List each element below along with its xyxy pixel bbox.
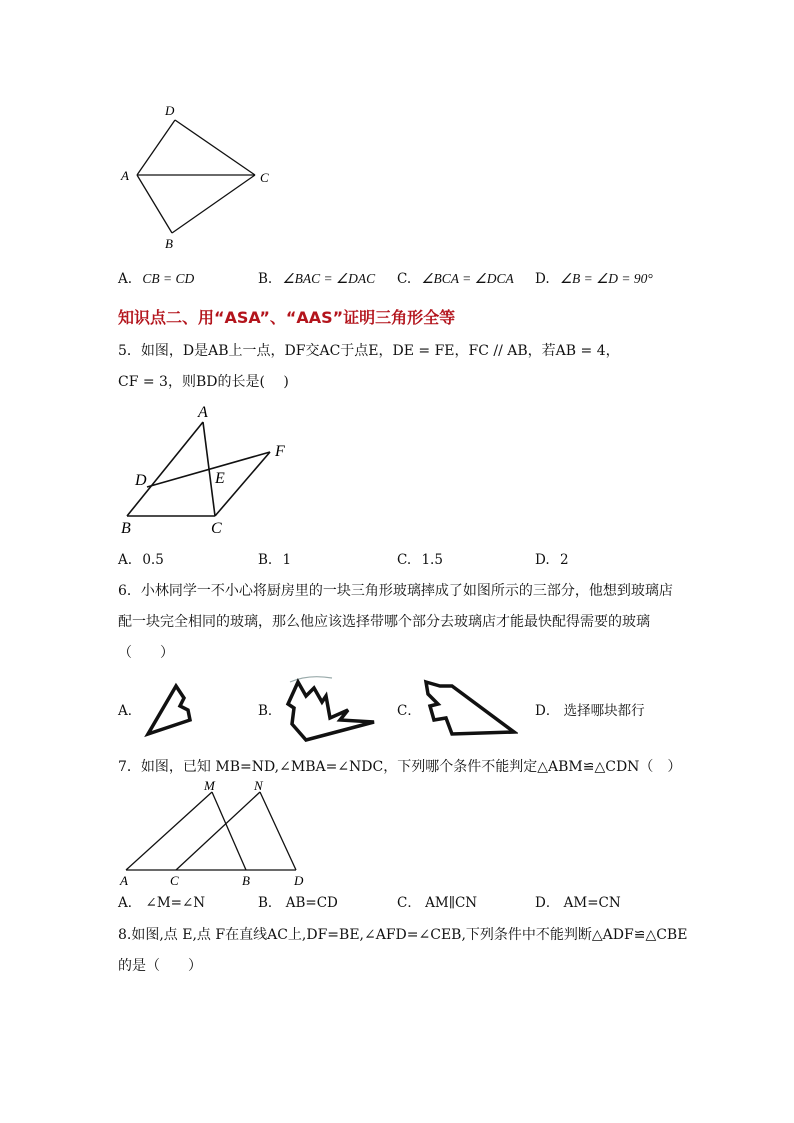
- q6-stem-line3: （ ）: [118, 645, 174, 661]
- q4-option-b-key: B.: [258, 271, 273, 287]
- q6-stem-line2: 配一块完全相同的玻璃，那么他应该选择带哪个部分去玻璃店才能最快配得需要的玻璃: [118, 614, 650, 630]
- q4-label-B: B: [165, 236, 173, 251]
- q5-option-b-text: 1: [282, 552, 292, 568]
- q5-stem-line2: CF = 3，则BD的长是( ): [118, 374, 289, 390]
- q4-option-b-text: ∠BAC = ∠DAC: [282, 271, 376, 286]
- q7-option-a-key: A．: [118, 895, 142, 911]
- q8-stem-line2: 的是（ ）: [118, 958, 202, 974]
- q5-option-c-text: 1.5: [421, 552, 443, 568]
- q5-option-b: [258, 551, 291, 569]
- q4-option-d-text: ∠B = ∠D = 90°: [559, 271, 653, 286]
- q7-figure: [112, 778, 312, 888]
- q5-figure: [115, 400, 300, 540]
- q5-option-b-key: B.: [258, 552, 273, 568]
- q4-option-a: [118, 270, 194, 288]
- q5-option-c-key: C.: [397, 552, 412, 568]
- q5-label-C: C: [211, 520, 222, 537]
- q7-label-A: A: [120, 873, 128, 888]
- q5-option-c: [397, 551, 443, 569]
- q4-option-a-key: A.: [118, 271, 133, 287]
- q7-label-N: N: [254, 778, 263, 793]
- q7-option-c-text: AM∥CN: [425, 895, 478, 911]
- q6-piece-b: [278, 668, 378, 748]
- q7-label-M: M: [204, 778, 215, 793]
- q4-option-d: [535, 270, 653, 288]
- q7-option-b: [258, 894, 338, 912]
- q6-piece-a: [140, 680, 200, 740]
- q7-option-d-key: D．: [535, 895, 560, 911]
- q6-option-d-key: D．: [535, 703, 560, 719]
- q7-option-c-key: C．: [397, 895, 421, 911]
- q4-option-b: [258, 270, 375, 288]
- q6-option-d: [535, 702, 645, 720]
- q6-option-a-key: A．: [118, 703, 142, 719]
- q5-stem-line1: 5．如图，D是AB上一点，DF交AC于点E，DE = FE，FC // AB，若AB = 4，: [118, 343, 620, 359]
- section-heading: 知识点二、用“ASA”、“AAS”证明三角形全等: [118, 308, 456, 327]
- q4-option-c: [397, 270, 514, 288]
- q6-option-c-key: C．: [397, 703, 421, 719]
- q5-label-D: D: [135, 472, 147, 489]
- q7-label-D: D: [294, 873, 304, 888]
- q4-option-c-key: C.: [397, 271, 412, 287]
- q5-option-d-text: 2: [559, 552, 569, 568]
- q4-option-a-text: CB = CD: [142, 271, 195, 286]
- q4-label-A: A: [121, 168, 129, 183]
- q7-option-a-text: ∠M=∠N: [145, 895, 206, 911]
- q8-stem-line1: 8.如图,点 E,点 F在直线AC上,DF=BE,∠AFD=∠CEB,下列条件中不能判断△ADF≌△CBE: [118, 927, 688, 943]
- q4-label-C: C: [260, 170, 269, 185]
- q4-option-c-text: ∠BCA = ∠DCA: [421, 271, 514, 286]
- q5-label-B: B: [121, 520, 131, 537]
- q5-option-d-key: D.: [535, 552, 550, 568]
- q6-stem-line1: 6．小林同学一不小心将厨房里的一块三角形玻璃摔成了如图所示的三部分，他想到玻璃店: [118, 583, 673, 599]
- q5-label-E: E: [215, 470, 225, 487]
- q5-label-F: F: [275, 443, 285, 460]
- q7-label-C: C: [170, 873, 179, 888]
- q6-option-d-text: 选择哪块都行: [563, 703, 645, 719]
- q5-option-a-key: A.: [118, 552, 133, 568]
- q7-stem-line1: 7．如图，已知 MB=ND,∠MBA=∠NDC，下列哪个条件不能判定△ABM≌△CDN（ ）: [118, 759, 682, 775]
- q4-label-D: D: [165, 103, 175, 118]
- q7-option-c: [397, 894, 477, 912]
- q4-figure: [115, 100, 285, 255]
- q5-option-a-text: 0.5: [142, 552, 164, 568]
- q5-label-A: A: [198, 404, 208, 421]
- q7-option-d: [535, 894, 621, 912]
- q7-label-B: B: [242, 873, 250, 888]
- q6-option-b-key: B．: [258, 703, 282, 719]
- q7-option-d-text: AM=CN: [563, 895, 621, 911]
- q5-option-d: [535, 551, 569, 569]
- q5-option-a: [118, 551, 164, 569]
- q7-option-b-key: B．: [258, 895, 282, 911]
- q7-option-b-text: AB=CD: [285, 895, 338, 911]
- q4-option-d-key: D.: [535, 271, 550, 287]
- q7-option-a: [118, 894, 205, 912]
- q6-piece-c: [418, 676, 518, 740]
